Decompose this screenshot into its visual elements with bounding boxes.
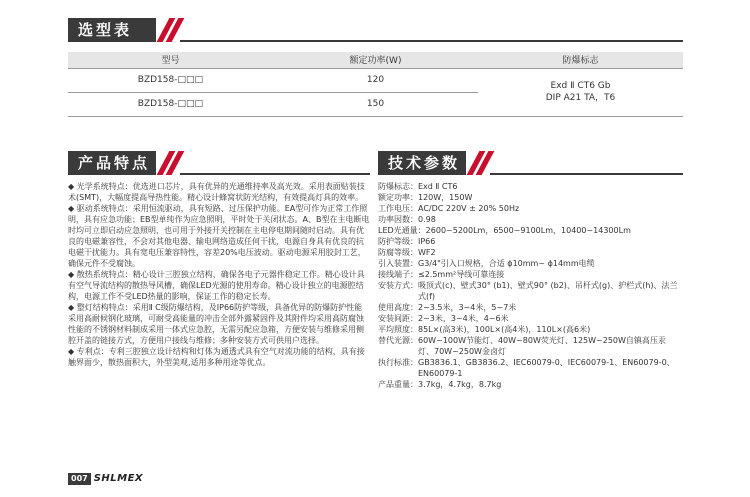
spec-row: 产品重量： 3.7kg，4.7kg，8.7kg: [378, 380, 502, 389]
selection-section-header: [68, 18, 683, 42]
spec-row: 防腐等级： WF2: [378, 248, 436, 257]
feature-optical: ◆ 光学系统特点：优选进口芯片，具有优异的光通维持率及高光效。采用表面贴装技术(SMT)，大幅度提高导热性能。精心设计蜂窝状防光结构，有效提高灯具的效率。: [68, 182, 365, 202]
brand-logo: SHLMEX: [93, 473, 144, 484]
table-header-row: [68, 52, 683, 68]
col-header-model: 型号: [68, 52, 273, 68]
exd-line-2: DIP A21 TA，T6: [545, 93, 616, 103]
features-section-header: [68, 151, 370, 175]
spec-row: 安装方式： 吸顶式(c)、壁式30° (b1)、壁式90° (b2)、吊杆式(g)、护栏式(h)、法兰式(f): [378, 281, 678, 301]
header-rule: [180, 40, 683, 42]
header-rule: [490, 173, 683, 175]
spec-row: 防爆标志： Exd Ⅱ CT6: [378, 182, 458, 191]
spec-row: 替代光源： 60W~100W节能灯、40W~80W荧光灯、125W~250W自镇高压汞灯、70W~250W金卤灯: [378, 336, 666, 356]
spec-row: 平均照度： 85L×(高3米)，100L×(高4米)，110L×(高6米): [378, 325, 591, 334]
model-cell: BZD158-□□□: [68, 68, 273, 92]
exd-cell: [478, 68, 683, 116]
header-rule: [180, 173, 370, 175]
spec-row: 工作电压： AC/DC 220V ± 20% 50Hz: [378, 204, 520, 213]
spec-row: 安装间距： 2~3米，3~4米，4~6米: [378, 314, 509, 323]
spec-row: 额定功率： 120W，150W: [378, 193, 473, 202]
specs-list: [378, 181, 678, 390]
spec-row: 防护等级： IP66: [378, 237, 436, 246]
spec-row: LED光通量： 2600~5200Lm，6500~9100Lm，10400~14300Lm: [378, 226, 631, 235]
table-row: [68, 68, 683, 92]
spec-row: 执行标准： GB3836.1、GB3836.2、IEC60079-0、IEC60079-1、EN60079-0、EN60079-1: [378, 358, 675, 378]
col-header-power: 额定功率(W): [273, 52, 478, 68]
col-header-exd: 防爆标志: [478, 52, 683, 68]
spec-row: 接线端子： ≤2.5mm²导线可靠连接: [378, 270, 505, 279]
feature-driver: ◆ 驱动系统特点：采用恒流驱动，具有短路、过压保护功能。EA型可作为正常工作照明，具有应急功能；EB型单纯作为应急照明，平时处于关闭状态。A、B型在主电断电时均可立即启动应急照明，也可用于外接开关控制在主电停电期间随时启动。具有优良的电磁兼容性，不会对其他电器、输电网络造成任何干扰，电源自身具有优良的抗电磁干扰能力。具有宽电压兼容特性，容差20%电压波动。驱动电源采用胶封工艺，确保元件不受腐蚀。: [68, 204, 370, 268]
selection-table: [68, 52, 683, 117]
page-number: 007: [68, 473, 91, 485]
selection-title: 选型表: [68, 18, 156, 42]
exd-line-1: Exd Ⅱ CT6 Gb: [550, 81, 611, 91]
feature-patent: ◆ 专利点：专利三腔独立设计结构和灯体为通透式具有空气对流功能的结构，具有接触界面少，散热面积大，外型美观,适用多种用途等优点。: [68, 347, 365, 367]
spec-row: 引入装置： G3/4"引入口规格，合适 ϕ10mm~ ϕ14mm电缆: [378, 259, 595, 268]
features-text: [68, 181, 370, 368]
specs-section-header: [378, 151, 683, 175]
power-cell: 120: [273, 68, 478, 92]
spec-row: 使用高度： 2~3.5米，3~4米，5~7米: [378, 303, 517, 312]
specs-title: 技术参数: [378, 151, 466, 175]
page-footer: [68, 472, 143, 485]
power-cell: 150: [273, 92, 478, 116]
feature-cooling: ◆ 散热系统特点：精心设计三腔独立结构，确保各电子元器件稳定工作。精心设计具有空气导流结构的散热导风槽，确保LED光源的使用寿命。精心设计独立的电源腔结构，电源工作不受LED热量的影响，保证工作的稳定长寿。: [68, 270, 365, 301]
feature-structure: ◆ 整灯结构特点：采用Ⅱ C级防爆结构，及IP66防护等级，具备优异的防爆防护性能采用高耐候钢化玻璃，可耐受高能量的冲击全部外露紧固件及其附件均采用高防腐蚀性能的不锈钢材料制成采用一体式应急腔，无需另配应急箱，方便安装与维修采用侧腔开盖的链接方式，方便用户接线与维修；多种安装方式可供用户选择。: [68, 303, 364, 345]
spec-row: 功率因数： 0.98: [378, 215, 436, 224]
model-cell: BZD158-□□□: [68, 92, 273, 116]
features-title: 产品特点: [68, 151, 156, 175]
